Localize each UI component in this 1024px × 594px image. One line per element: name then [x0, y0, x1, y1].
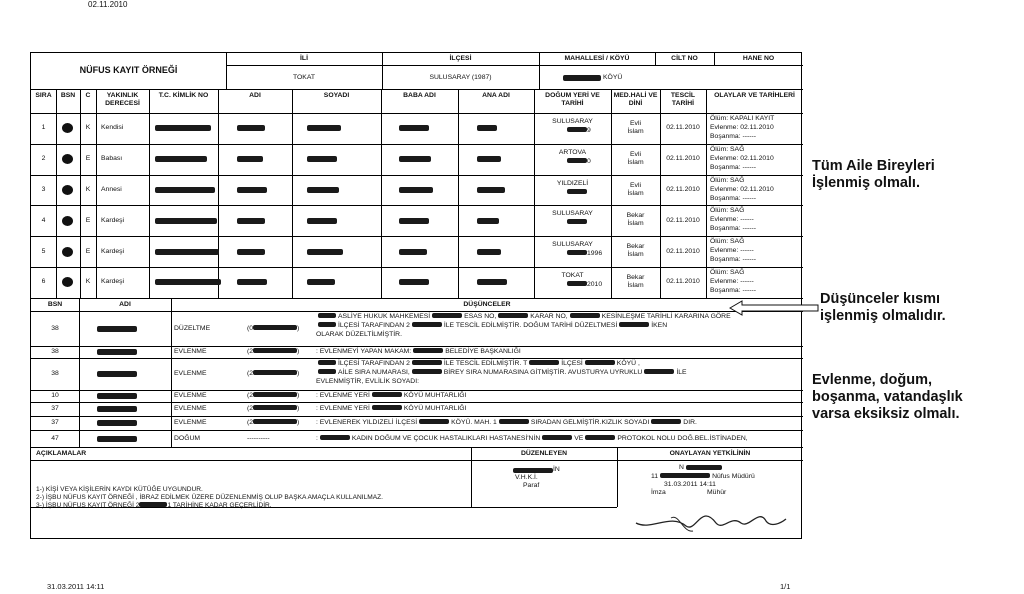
redaction: [97, 371, 137, 377]
redaction: [62, 154, 73, 164]
dus-text: SIRADAN GELMİŞTİR.KIZLIK SOYADI: [530, 419, 650, 426]
member-yakinlik: Annesi: [101, 186, 122, 193]
redaction: [237, 125, 265, 131]
member-med-hali: Bekar: [626, 274, 645, 281]
redaction: [237, 249, 265, 255]
dus-text: İLE TESCİL EDİLMİŞTİR. T: [443, 360, 528, 367]
dus-line: [316, 313, 731, 321]
dus-line: [316, 378, 419, 386]
redaction: [477, 218, 499, 224]
document-title: NÜFUS KAYIT ÖRNEĞİ: [79, 65, 178, 75]
dus-line: [316, 322, 667, 330]
member-dogum-tarihi-text: 9: [587, 127, 591, 134]
col-c: C: [85, 92, 91, 99]
redaction: [62, 185, 73, 195]
redaction: [237, 218, 265, 224]
dus-text: KÖYÜ MUHTARLIĞI: [403, 405, 467, 412]
col-soyadi: SOYADI: [323, 92, 350, 99]
redaction: [155, 156, 207, 162]
dus-tip: EVLENME: [174, 405, 207, 412]
dus-tarih: (2 ): [247, 370, 300, 377]
dus-tarih-text: (2: [247, 370, 254, 377]
member-din: İslam: [627, 128, 644, 135]
col-dogum: DOĞUM YERİ VE TARİHİ: [545, 92, 600, 107]
dus-text: BİREY SIRA NUMARASINA GİTMİŞTİR. AVUSTURYA UYRUKLU: [443, 369, 643, 376]
dus-text: DIR.: [683, 419, 697, 426]
member-dogum-tarihi-text: 0: [587, 157, 591, 165]
duzenleyen-name: İN: [553, 466, 560, 473]
dus-text: ESAS NO,: [464, 313, 497, 320]
dus-tarih-text: (2: [247, 419, 254, 426]
member-dogum-yeri: YILDIZELİ: [556, 179, 589, 187]
dus-bsn: 37: [51, 405, 59, 412]
redaction: [97, 420, 137, 426]
dus-text: AİLE SIRA NUMARASI,: [338, 369, 410, 376]
dus-header: DÜŞÜNCELER: [463, 301, 511, 308]
redaction: [97, 436, 137, 442]
member-dogum-tarihi: [567, 281, 602, 289]
member-dogum-tarihi: [567, 219, 587, 227]
dus-tip: EVLENME: [174, 370, 207, 377]
dus-tarih: [247, 435, 270, 443]
redaction: [97, 326, 137, 332]
member-olay-evlenme: Evlenme: 02.11.2010: [710, 124, 774, 131]
dus-text: : EVLENME YERİ: [316, 392, 370, 399]
dus-line: [316, 360, 640, 368]
nufus-kayit-document: [30, 52, 802, 539]
member-dogum-tarihi-text: 2010: [587, 281, 603, 288]
member-olay-evlenme: Evlenme: ------: [710, 216, 754, 224]
dus-tarih: (2 ): [247, 405, 300, 412]
arrow-left-icon: [728, 300, 820, 316]
member-cinsiyet: E: [85, 216, 91, 224]
member-med-hali: Bekar: [626, 212, 645, 220]
redaction: [307, 249, 343, 255]
col-baba: BABA ADI: [403, 92, 436, 99]
member-olay-bosanma: Boşanma: ------: [710, 194, 757, 202]
col-olaylar: OLAYLAR VE TARİHLERİ: [714, 92, 795, 99]
signature: [631, 493, 791, 538]
dus-text: KADIN DOĞUM VE ÇOCUK HASTALIKLARI HASTANESİ'NİN: [351, 434, 541, 442]
dus-bsn: 38: [51, 370, 59, 377]
member-dogum-yeri: ARTOVA: [558, 148, 587, 156]
dus-bsn-header: BSN: [47, 301, 63, 308]
dus-text: İLÇESİ TARAFINDAN 2: [338, 360, 410, 367]
member-sira: 4: [41, 216, 46, 224]
dus-tip: DOĞUM: [174, 434, 201, 442]
onaylayan-name: N: [679, 464, 684, 471]
dus-text: KÖYÜ ,: [616, 360, 640, 367]
dus-tarih: (0 ): [247, 324, 300, 332]
aciklamalar-title: AÇIKLAMALAR: [36, 450, 87, 457]
col-adi: ADI: [249, 92, 261, 99]
col-tescil: TESCİL TARİHİ: [670, 92, 696, 107]
member-yakinlik: Kendisi: [101, 124, 124, 132]
dus-line: [316, 369, 687, 377]
il-label: İLİ: [300, 55, 308, 62]
duzenleyen-role: V.H.K.İ.: [515, 474, 538, 481]
note-evlenme: Evlenme, doğum, boşanma, vatandaşlık varsa eksiksiz olmalı.: [812, 372, 963, 422]
member-olay-evlenme: Evlenme: ------: [710, 247, 754, 255]
member-olay-bosanma: Boşanma: ------: [710, 287, 757, 294]
dus-tarih-text: (2: [247, 392, 254, 399]
redaction: [563, 75, 601, 81]
member-din: İslam: [627, 282, 644, 289]
col-medhali: MED.HALİ VE DİNİ: [613, 92, 658, 107]
col-yakinlik: YAKINLIK DERECESİ: [105, 92, 140, 107]
redaction: [399, 249, 427, 255]
duzenleyen-title: DÜZENLEYEN: [520, 450, 568, 457]
dus-text: : EVLENEREK YILDIZELİ İLÇESİ: [316, 419, 418, 426]
redaction: [399, 279, 429, 285]
member-med-hali: Evli: [630, 120, 641, 127]
dus-tarih-text: ----------: [247, 434, 270, 442]
member-olay-olum: Ölüm: SAĞ: [710, 269, 745, 276]
dus-bsn: 38: [51, 348, 59, 355]
member-med-hali: Evli: [630, 181, 641, 189]
member-dogum-tarihi: [567, 250, 602, 258]
mahalle-value: KÖYÜ: [603, 74, 623, 81]
redaction: [62, 247, 73, 257]
dus-text: EVLENMİŞTİR, EVLİLİK SOYADI:: [316, 378, 419, 385]
redaction: [477, 125, 497, 131]
dus-text: VE: [574, 434, 584, 442]
member-tescil: 02.11.2010: [666, 155, 700, 163]
redaction: [155, 279, 221, 285]
dus-text: OLARAK DÜZELTİLMİŞTİR.: [316, 331, 402, 338]
redaction: [477, 187, 505, 193]
dus-text: İLE TESCİL EDİLMİŞTİR. DOĞUM TARİHİ DÜZELTMESİ: [443, 322, 618, 329]
redaction: [155, 187, 215, 193]
member-dogum-yeri: SULUSARAY: [552, 241, 593, 249]
mahalle-label: MAHALLESİ / KÖYÜ: [564, 55, 630, 62]
redaction: [399, 125, 429, 131]
dus-text: BELEDİYE BAŞKANLIĞI: [445, 348, 521, 355]
dus-tip: EVLENME: [174, 392, 207, 399]
dus-tarih-text: (0: [247, 324, 254, 332]
footer-datetime: 31.03.2011 14:11: [47, 582, 105, 591]
aciklama-3: 3-) İŞBU NÜFUS KAYIT ÖRNEĞİ 2 1 TARİHİNE KADAR GEÇERLİDİR.: [36, 502, 272, 509]
page-number: 1/1: [780, 582, 791, 591]
member-olay-olum: Ölüm: SAĞ: [710, 176, 745, 184]
redaction: [97, 393, 137, 399]
onaylayan-title: ONAYLAYAN YETKİLİNİN: [669, 450, 751, 457]
redaction: [686, 465, 722, 470]
aciklama-2: 2-) İŞBU NÜFUS KAYIT ÖRNEĞİ , İBRAZ EDİLMEK ÜZERE DÜZENLENMİŞ OLUP BAŞKA AMAÇLA KULLANILMAZ.: [36, 494, 383, 501]
redaction: [307, 187, 339, 193]
dus-line: [316, 435, 748, 443]
note-aile-bireyleri: Tüm Aile Bireyleri İşlenmiş olmalı.: [812, 158, 935, 191]
dus-line: [316, 331, 402, 339]
member-olay-evlenme: Evlenme: 02.11.2010: [710, 154, 774, 162]
dus-text: KESİNLEŞME TARİHLİ KARARINA GÖRE: [601, 313, 731, 320]
member-olay-olum: Ölüm: KAPALI KAYIT: [710, 115, 775, 122]
member-tescil: 02.11.2010: [666, 186, 700, 193]
member-olay-bosanma: Boşanma: ------: [710, 225, 757, 233]
redaction: [307, 279, 335, 285]
member-dogum-yeri: SULUSARAY: [552, 210, 593, 218]
dus-text: KÖYÜ. MAH. 1: [451, 419, 497, 426]
dus-bsn: 37: [51, 419, 59, 426]
member-cinsiyet: E: [85, 155, 91, 163]
print-date: 02.11.2010: [88, 0, 128, 9]
member-din: İslam: [627, 220, 644, 228]
dus-tarih: (2 ): [247, 392, 300, 399]
dus-bsn: 47: [51, 434, 59, 442]
member-din: İslam: [627, 189, 644, 197]
member-dogum-tarihi-text: 1996: [587, 250, 603, 258]
hane-label: HANE NO: [742, 55, 775, 62]
ilce-label: İLÇESİ: [449, 55, 472, 62]
member-olay-evlenme: Evlenme: ------: [710, 278, 754, 285]
member-yakinlik: Kardeşi: [101, 216, 125, 224]
dus-tip: EVLENME: [174, 419, 207, 426]
redaction: [307, 218, 337, 224]
duzenleyen-paraf: Paraf: [523, 482, 540, 489]
member-cinsiyet: E: [85, 247, 91, 255]
col-bsn: BSN: [60, 92, 76, 99]
member-cinsiyet: K: [85, 124, 91, 132]
member-yakinlik: Kardeşi: [101, 278, 125, 286]
member-din: İslam: [627, 251, 644, 259]
member-din: İslam: [627, 158, 644, 166]
onaylayan-muhur: Mühür: [707, 489, 727, 496]
member-olay-olum: Ölüm: SAĞ: [710, 145, 745, 153]
member-tescil: 02.11.2010: [666, 216, 700, 224]
dus-tip: EVLENME: [174, 348, 207, 355]
redaction: [155, 249, 219, 255]
onaylayan-datetime: 31.03.2011 14:11: [664, 481, 716, 488]
member-olay-olum: Ölüm: SAĞ: [710, 207, 745, 215]
member-tescil: 02.11.2010: [666, 278, 700, 286]
dus-text: İLE: [676, 369, 687, 376]
dus-text: İLÇESİ TARAFINDAN 2: [338, 322, 410, 329]
dus-tip: DÜZELTME: [174, 324, 211, 332]
member-cinsiyet: K: [85, 186, 91, 193]
member-olay-bosanma: Boşanma: ------: [710, 133, 757, 140]
member-tescil: 02.11.2010: [666, 124, 700, 132]
member-olay-evlenme: Evlenme: 02.11.2010: [710, 185, 774, 193]
member-sira: 6: [41, 278, 46, 286]
redaction: [307, 125, 341, 131]
dus-text: : EVLENMEYİ YAPAN MAKAM:: [316, 348, 412, 355]
member-olay-bosanma: Boşanma: ------: [710, 256, 757, 264]
member-sira: 3: [41, 186, 46, 193]
dus-line: [316, 348, 521, 356]
redaction: [399, 187, 433, 193]
member-med-hali: Bekar: [626, 243, 645, 251]
redaction: [513, 468, 553, 473]
dus-text: ASLİYE HUKUK MAHKEMESİ: [338, 313, 431, 320]
redaction: [237, 187, 267, 193]
redaction: [155, 218, 217, 224]
redaction: [477, 279, 507, 285]
aciklama-1: 1-) KİŞİ VEYA KİŞİLERİN KAYDI KÜTÜĞE UYGUNDUR.: [36, 486, 203, 493]
member-olay-bosanma: Boşanma: ------: [710, 163, 757, 171]
member-dogum-tarihi: [567, 189, 587, 197]
redaction: [97, 406, 137, 412]
member-sira: 5: [41, 247, 46, 255]
col-tckimlik: T.C. KİMLİK NO: [158, 92, 209, 99]
member-tescil: 02.11.2010: [666, 247, 700, 255]
dus-text: KARAR NO,: [530, 313, 568, 320]
dus-line: [316, 405, 466, 413]
member-olay-olum: Ölüm: SAĞ: [710, 238, 745, 246]
onaylayan-office: 11 Nüfus Müdürü: [651, 473, 755, 480]
redaction: [237, 156, 263, 162]
member-dogum-yeri: SULUSARAY: [552, 118, 593, 125]
redaction: [62, 277, 73, 287]
redaction: [155, 125, 211, 131]
onaylayan-imza: İmza: [651, 489, 666, 496]
dus-tarih: (2 ): [247, 419, 300, 426]
redaction: [477, 156, 501, 162]
dus-line: [316, 392, 466, 400]
redaction: [237, 279, 267, 285]
member-sira: 2: [41, 155, 46, 163]
member-dogum-tarihi: [567, 127, 591, 135]
il-value: TOKAT: [292, 74, 316, 81]
redaction: [399, 156, 431, 162]
member-dogum-yeri: TOKAT: [561, 272, 584, 279]
dus-line: [316, 419, 697, 427]
dus-bsn: 38: [51, 324, 59, 332]
redaction: [62, 123, 73, 133]
redaction: [97, 349, 137, 355]
col-sira: SIRA: [35, 92, 52, 99]
redaction: [307, 156, 337, 162]
dus-text: KÖYÜ MUHTARLIĞI: [403, 392, 467, 399]
dus-tarih-text: (2: [247, 348, 254, 355]
dus-text: PROTOKOL NOLU DOĞ.BEL.İSTİNADEN,: [617, 434, 748, 442]
member-cinsiyet: K: [85, 278, 91, 286]
dus-text: :: [316, 434, 318, 442]
member-yakinlik: Babası: [101, 155, 123, 163]
dus-tarih: (2 ): [247, 348, 300, 355]
member-dogum-tarihi: [567, 158, 591, 166]
dus-adi-header: ADI: [119, 301, 131, 308]
member-sira: 1: [41, 124, 46, 132]
dus-text: : EVLENME YERİ: [316, 405, 370, 412]
dus-text: İLÇESİ: [561, 360, 583, 367]
dus-bsn: 10: [51, 392, 59, 399]
member-med-hali: Evli: [630, 150, 641, 158]
note-dusunceler: Düşünceler kısmı işlenmiş olmalıdır.: [820, 291, 946, 324]
dus-text: İKEN: [651, 322, 668, 329]
redaction: [62, 216, 73, 226]
cilt-label: CİLT NO: [671, 55, 698, 62]
redaction: [399, 218, 429, 224]
ilce-value: SULUSARAY (1987): [429, 74, 492, 81]
member-yakinlik: Kardeşi: [101, 247, 125, 255]
dus-tarih-text: (2: [247, 405, 254, 412]
redaction: [477, 249, 501, 255]
col-ana: ANA ADI: [482, 92, 510, 99]
